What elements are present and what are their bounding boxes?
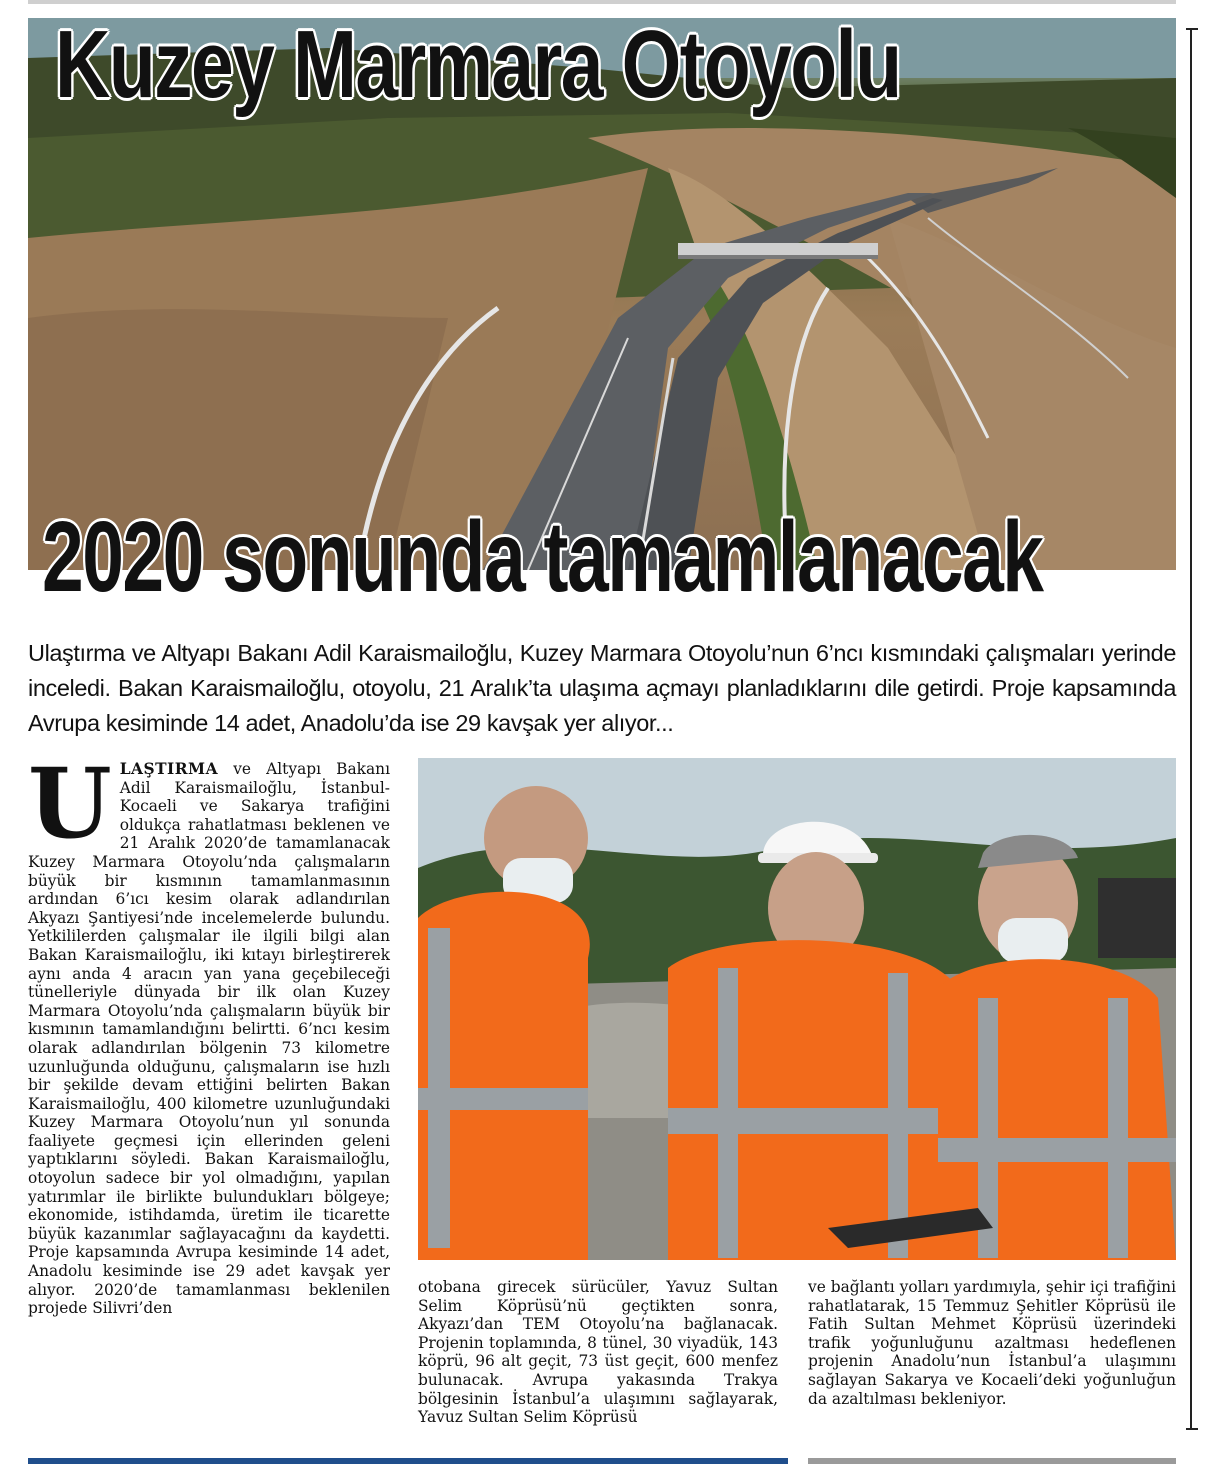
headline-line1: Kuzey Marmara Otoyolu <box>55 11 901 118</box>
article-column-1 <box>28 747 390 1318</box>
right-rule-bottom-tick <box>1186 1428 1198 1430</box>
lead-caps: LAŞTIRMA <box>119 760 219 778</box>
photo-officials-inspection <box>418 758 1176 1260</box>
bottom-rule-blue <box>28 1458 788 1464</box>
right-column-rule <box>1190 30 1192 1430</box>
article-column-2: otobana girecek sürücüler, Yavuz Sultan Selim Köprüsü’nü geçtikten sonra, Akyazı’dan TEM Otoyolu’na bağlanacak. Projenin toplamında, 8 tünel, 30 viyadük, 143 köprü, 96 alt geçit, 73 üst geçit, 600 menfez bulunacak. Avrupa yakasında Trakya bölgesinin İstanbul’a ulaşımını sağlayarak, Yavuz Sultan Selim Köprüsü <box>418 1278 778 1427</box>
right-rule-top-tick <box>1186 28 1198 30</box>
drop-cap: U <box>28 747 112 860</box>
bottom-rule-gray <box>808 1458 1176 1464</box>
lead-paragraph: Ulaştırma ve Altyapı Bakanı Adil Karaismailoğlu, Kuzey Marmara Otoyolu’nun 6’ncı kısmındaki çalışmaları yerinde inceledi. Bakan Karaismailoğlu, otoyolu, 21 Aralık’ta ulaşıma açmayı planladıklarını dile getirdi. Proje kapsamında Avrupa kesiminde 14 adet, Anadolu’da ise 29 kavşak yer alıyor... <box>28 640 1176 736</box>
column-1-text: ve Altyapı Bakanı Adil Karaismailoğlu, İstanbul-Kocaeli ve Sakarya trafiğini oldukça rahatlatması beklenen ve 21 Aralık 2020’de tamamlanacak Kuzey Marmara Otoyolu’nda çalışmaların büyük bir kısmının tamamlanmasının ardından 6’ıcı kesim olarak adlandırılan Akyazı Şantiyesi’nde incelemelerde bulundu. Yetkililerden çalışmalar ile ilgili bilgi alan Bakan Karaismailoğlu, iki kıtayı birleştirerek aynı anda 4 aracın yan yana geçebileceği tünelleriyle dünyada bir ilk olan Kuzey Marmara Otoyolu’nda çalışmaların büyük bir kısmının tamamlandığını belirtti. 6’ncı kesim olarak adlandırılan bölgenin 73 kilometre uzunluğunda olduğunu, çalışmaların ise hızlı bir şekilde devam ettiğini belirten Bakan Karaismailoğlu, 400 kilometre uzunluğundaki Kuzey Marmara Otoyolu’nun yıl sonunda faaliyete geçmesi için ellerinden geleni yaptıklarını söyledi. Bakan Karaismailoğlu, otoyolun sadece bir yol olmadığını, yapılan yatırımlar ile birlikte bulundukları bölgeye; ekonomide, istihdamda, üretim ile ticarette büyük kazanımlar sağlayacağını da kaydetti. Proje kapsamında Avrupa kesiminde 14 adet, Anadolu kesiminde ise 29 adet kavşak yer alıyor. 2020’de tamamlanması beklenilen projede Silivri’den <box>28 760 390 1318</box>
headline-line2: 2020 sonunda tamamlanacak <box>42 501 1043 613</box>
top-rule <box>28 0 1176 4</box>
article-column-3: ve bağlantı yolları yardımıyla, şehir içi trafiğini rahatlatarak, 15 Temmuz Şehitler Köprüsü ile Fatih Sultan Mehmet Köprüsü üzerindeki trafik yoğunluğunu azaltması hedeflenen projenin Anadolu’nun İstanbul’a ulaşımını sağlayan Sakarya ve Kocaeli’deki yoğunluğun da azaltılması bekleniyor. <box>808 1278 1176 1408</box>
